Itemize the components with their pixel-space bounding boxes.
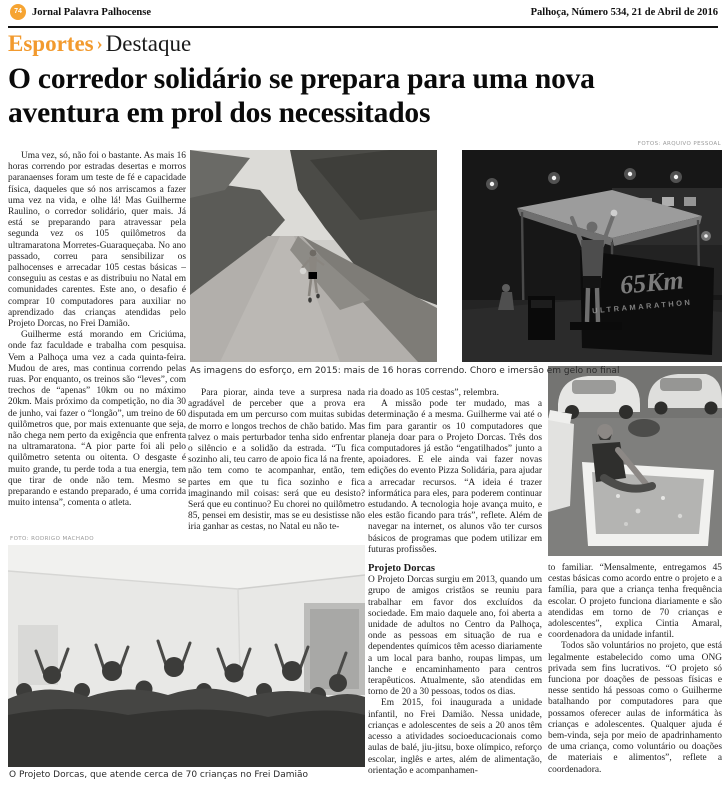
- paragraph: O Projeto Dorcas surgiu em 2013, quando um grupo de amigos cristãos se reuniu para trabalhar em favor dos excluídos da sociedade. Em maio daquele ano, foi aberta a unidade de adultos no Centro da Palhoça, onde as pessoas em situação de rua e dependentes químicos têm acesso diariamente a um local para banho, roupas limpas, um lanche e encaminhamento para centros terapêuticos. Atualmente, são atendidas em torno de 20 a 30 pessoas, todos os dias.: [368, 575, 542, 698]
- paragraph: Todos são voluntários no projeto, que está legalmente estabelecido como uma ONG privada sem fins lucrativos. “O projeto só funciona por doações de pessoas físicas e nesse sentido há pessoas como o Guilherme batalhando por computadores para que possamos oferecer aulas de informática às crianças e adolescentes. Qualquer ajuda é bem-vinda, seja por meio de apadrinhamento de uma criança, como voluntário ou doações de materiais e alimentos”, reflete a coordenadora.: [548, 641, 722, 775]
- photo-credit-top: FOTOS: ARQUIVO PESSOAL: [637, 141, 721, 147]
- paragraph: to familiar. “Mensalmente, entregamos 45 cestas básicas como acordo entre o projeto e a família, para que a criança tenha frequência escolar. O projeto funciona diariamente e são atendidas em torno de 70 crianças e adolescentes”, explica Cintia Amaral, coordenadora da unidade infantil.: [548, 563, 722, 641]
- paragraph: Uma vez, só, não foi o bastante. As mais 16 horas correndo por estradas desertas e morros paranaenses foram um teste de fé e capacidade física, daqueles que só nos arriscamos a fazer uma vez na vida, e olhe lá! Mas Guilherme Raulino, o corredor solidário, quer mais. Já está se preparando para atravessar pela segunda vez os 105 quilômetros da ultramaratona Morretes-Guaraqueçaba. No ano passado, correu para sensibilizar os palhocenses e arrecadar 105 cestas básicas – conseguiu as cestas e as distribuiu no Natal em comunidades carentes. Este ano, o desafio é comprar 10 computadores para auxiliar no aprendizado das crianças atendidas pelo Projeto Dorcas, no Frei Damião.: [8, 151, 186, 330]
- race-banner-title: ULTRAMARATHON: [591, 297, 693, 316]
- caption-bottom-photo: O Projeto Dorcas, que atende cerca de 70 crianças no Frei Damião: [9, 770, 309, 780]
- photo-ice-bath: [548, 366, 722, 556]
- photo-credit-bottom: FOTO: RODRIGO MACHADO: [10, 536, 94, 542]
- race-banner-distance: 65Km: [618, 265, 685, 300]
- paragraph: Guilherme está morando em Criciúma, onde faz faculdade e trabalha com pesquisa. Vem a Palhoça uma vez a cada quinta-feira. Mudou de ares, mas continua correndo pelas ruas. Por enquanto, os treinos são “leves”, com trechos de “apenas” 10km ou no máximo 20km. Mais próximo da competição, no dia 30 de junho, vai fazer o “longão”, um treino de 60 quilômetros que, por mais extenuante que seja, não chega nem perto da exigência que enfrenta na ultramaratona. “A pior parte foi ali pelo quilômetro setenta ou oitenta. O desgaste é muito grande, tu perde toda a tua energia, tem que tirar de onde não tem. Mesmo se preparando e estando preparado, é uma corrida muito intensa”, comenta o atleta.: [8, 330, 186, 509]
- subheading-projeto-dorcas: Projeto Dorcas: [368, 563, 435, 575]
- caption-main-photos: As imagens do esforço, em 2015: mais de 16 horas correndo. Choro e imersão em gelo no final: [190, 366, 620, 376]
- photo-night-finish: [462, 150, 722, 362]
- article-column-4: [548, 563, 722, 776]
- edition-info: Palhoça, Número 534, 21 de Abril de 2016: [530, 7, 718, 18]
- newspaper-title: Jornal Palavra Palhocense: [32, 7, 151, 18]
- article-column-2: [188, 388, 365, 534]
- section-primary: Esportes: [8, 31, 94, 56]
- photo-projeto-dorcas-children: [8, 545, 365, 767]
- paragraph: ria doado as 105 cestas”, relembra.: [368, 388, 499, 398]
- paragraph: Para piorar, ainda teve a surpresa nada agradável de perceber que a prova era disputada em um percurso com muitas subidas de morro e longos trechos de chão batido. Mas talvez o mais perturbador tenha sido enfrentar o silêncio e a solidão da estrada. “Tu fica sozinho ali, teu carro de apoio fica lá na frente, não tem como te acompanhar, então, tem partes em que tu fica sozinho e fica imaginando mil coisas: será que eu desisto? Será que eu continuo? Eu chorei no quilômetro 85, pensei em desistir, mas se eu desistisse não iria ganhar as cestas, no Natal eu não te-: [188, 388, 365, 533]
- article-column-1: [8, 151, 186, 510]
- paragraph: A missão pode ter mudado, mas a determinação é a mesma. Guilherme vai até o fim para garantir os 10 computadores que planeja doar para o Projeto Dorcas. Três dos computadores já estão “engatilhados” junto a apoiadores. E ele ainda vai fazer novas edições do evento Pizza Solidária, para ajudar a arrecadar recursos. “A ideia é trazer informática para eles, para poderem continuar estudando. A tecnologia hoje avança muito, e eles estão ficando para trás”, reflete. Além de navegar na internet, os alunos vão ter cursos básicos de programas que podem utilizar em futuras profissões.: [368, 399, 542, 555]
- article-column-3: [368, 388, 542, 777]
- article-headline: O corredor solidário se prepara para uma nova aventura em prol dos necessitados: [8, 63, 595, 129]
- photo-runner-road: [190, 150, 437, 362]
- chevron-right-icon: ›: [96, 33, 103, 53]
- paragraph: Em 2015, foi inaugurada a unidade infantil, no Frei Damião. Nessa unidade, crianças e adolescentes de seis a 20 anos têm acesso a atividades socioeducacionais como aulas de balé, jiu-jitsu, boxe olímpico, reforço escolar, inglês e artes, além de alimentação, orientação e acompanhamen-: [368, 698, 542, 776]
- section-label: [8, 31, 191, 57]
- header-rule: [8, 26, 718, 28]
- section-secondary: Destaque: [105, 31, 192, 56]
- newspaper-logo-icon: 74: [10, 4, 26, 20]
